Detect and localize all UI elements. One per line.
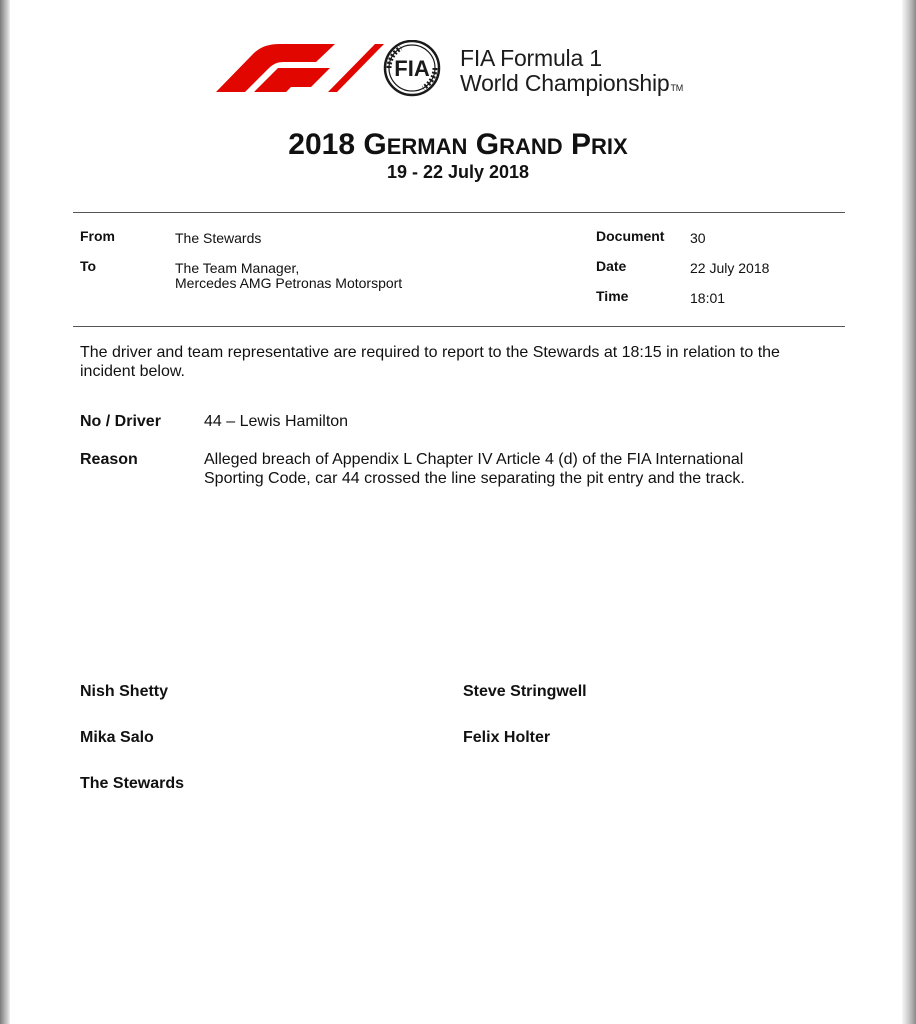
driver-value: 44 – Lewis Hamilton: [204, 413, 349, 430]
reason-label: Reason: [80, 451, 138, 468]
document-title: 2018 GERMAN GRAND PRIX: [288, 128, 628, 161]
from-value: The Stewards: [175, 230, 262, 246]
date-label: Date: [596, 258, 627, 274]
steward-signature: Steve Stringwell: [463, 683, 587, 700]
fia-seal-icon: [385, 41, 439, 95]
to-label: To: [80, 258, 97, 274]
time-value: 18:01: [690, 290, 726, 306]
steward-signature: Mika Salo: [80, 729, 154, 746]
logo-line-2: World ChampionshipTM: [460, 70, 684, 96]
document-value: 30: [690, 230, 706, 246]
event-dates: 19 - 22 July 2018: [386, 162, 530, 182]
summons-text: The driver and team representative are required to report to the Stewards at 18:15 in relation to the incident below.: [80, 344, 780, 380]
logo-line-1: FIA Formula 1: [460, 45, 602, 71]
time-label: Time: [596, 288, 629, 304]
divider-bottom: [73, 326, 845, 327]
logo-wordmark: [460, 46, 683, 101]
f1-logo-icon: [198, 40, 460, 100]
to-value-line-2: Mercedes AMG Petronas Motorsport: [175, 275, 403, 291]
steward-signature: Felix Holter: [463, 729, 551, 746]
date-value: 22 July 2018: [690, 260, 770, 276]
reason-value: Alleged breach of Appendix L Chapter IV Article 4 (d) of the FIA International Sporting Code, car 44 crossed the line separating the pit entry and the track.: [204, 451, 745, 487]
fia-seal-text: FIA: [394, 56, 430, 81]
fia-f1-logo: [198, 40, 738, 100]
from-label: From: [80, 228, 115, 244]
driver-label: No / Driver: [80, 413, 161, 430]
divider-top: [73, 212, 845, 213]
stewards-signoff: The Stewards: [80, 775, 185, 792]
trademark-mark: TM: [670, 83, 684, 93]
to-value-line-1: The Team Manager,: [175, 260, 300, 276]
document-label: Document: [596, 228, 665, 244]
steward-signature: Nish Shetty: [80, 683, 169, 700]
